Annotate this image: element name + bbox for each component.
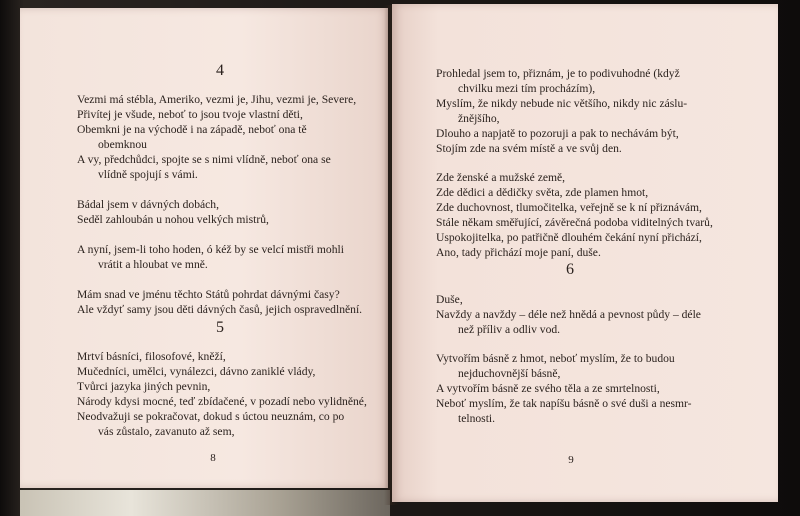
page-number: 8 (210, 452, 216, 464)
book-edge-strip (20, 490, 390, 516)
poem-line: Mám snad ve jménu těchto Států pohrdat dávnými časy? (77, 288, 340, 301)
poem-line: Zde ženské a mužské země, (436, 171, 566, 184)
poem-line: Duše, (436, 293, 463, 306)
section-number: 6 (566, 261, 574, 278)
poem-line: vlídně spojují s vámi. (98, 168, 198, 181)
right-page (392, 4, 778, 502)
poem-line: Stále někam směřující, závěrečná podoba viditelných tvarů, (436, 216, 713, 229)
poem-line: Myslím, že nikdy nebude nic většího, nikdy nic záslu- (436, 97, 688, 110)
section-number: 4 (216, 62, 224, 79)
poem-line: Stojím zde na svém místě a ve svůj den. (436, 142, 622, 155)
poem-line: A vytvořím básně ze svého těla a ze smrtelnosti, (436, 382, 660, 395)
poem-line: Neboť myslím, že tak napíšu básně o své duši a nesmr- (436, 397, 692, 410)
poem-line: Mučedníci, umělci, vynálezci, dávno zaniklé vlády, (77, 365, 316, 378)
poem-line: telnosti. (458, 412, 496, 425)
poem-line: Mrtví básníci, filosofové, kněží, (77, 350, 226, 363)
poem-line: nejduchovnější básně, (458, 367, 561, 380)
poem-line: Ale vždyť samy jsou děti dávných časů, jejich ospravedlnění. (77, 303, 363, 316)
poem-line: Národy kdysi mocné, teď zbídačené, v pozadí nebo vylidněné, (77, 395, 367, 408)
poem-line: Navždy a navždy – déle než hnědá a pevnost půdy – déle (436, 308, 701, 321)
poem-line: A nyní, jsem-li toho hoden, ó kéž by se velcí mistři mohli (77, 243, 344, 256)
poem-line: než příliv a odliv vod. (458, 323, 561, 336)
poem-line: Vezmi má stébla, Ameriko, vezmi je, Jihu, vezmi je, Severe, (77, 93, 357, 106)
poem-line: Přivítej je všude, neboť to jsou tvoje vlastní děti, (77, 108, 303, 121)
poem-line: vrátit a hloubat ve mně. (98, 258, 208, 271)
poem-line: Bádal jsem v dávných dobách, (77, 198, 219, 211)
poem-line: Obemkni je na východě i na západě, neboť ona tě (77, 123, 307, 136)
poem-line: Vytvořím básně z hmot, neboť myslím, že to budou (436, 352, 675, 365)
poem-line: vás zůstalo, zavanuto až sem, (98, 425, 235, 438)
poem-line: Neodvažuji se pokračovat, dokud s úctou neuznám, co po (77, 410, 345, 423)
poem-line: Dlouho a napjatě to pozoruji a pak to nechávám být, (436, 127, 679, 140)
poem-line: Seděl zahloubán u nohou velkých mistrů, (77, 213, 269, 226)
section-number: 5 (216, 319, 224, 336)
poem-line: Zde dědici a dědičky světa, zde plamen hmot, (436, 186, 649, 199)
poem-line: Tvůrci jazyka jiných pevnin, (77, 380, 211, 393)
poem-line: Ano, tady přichází moje paní, duše. (436, 246, 601, 259)
poem-line: obemknou (98, 138, 147, 151)
poem-line: žnějšího, (458, 112, 500, 125)
page-number: 9 (568, 454, 574, 466)
poem-line: chvilku mezi tím procházím), (458, 82, 596, 95)
poem-line: Prohledal jsem to, přiznám, je to podivuhodné (když (436, 67, 680, 80)
poem-line: A vy, předchůdci, spojte se s nimi vlídně, neboť ona se (77, 153, 331, 166)
poem-line: Zde duchovnost, tlumočitelka, veřejně se k ní přiznávám, (436, 201, 702, 214)
poem-line: Uspokojitelka, po patřičně dlouhém čekání nyní přichází, (436, 231, 702, 244)
left-page (20, 8, 388, 488)
